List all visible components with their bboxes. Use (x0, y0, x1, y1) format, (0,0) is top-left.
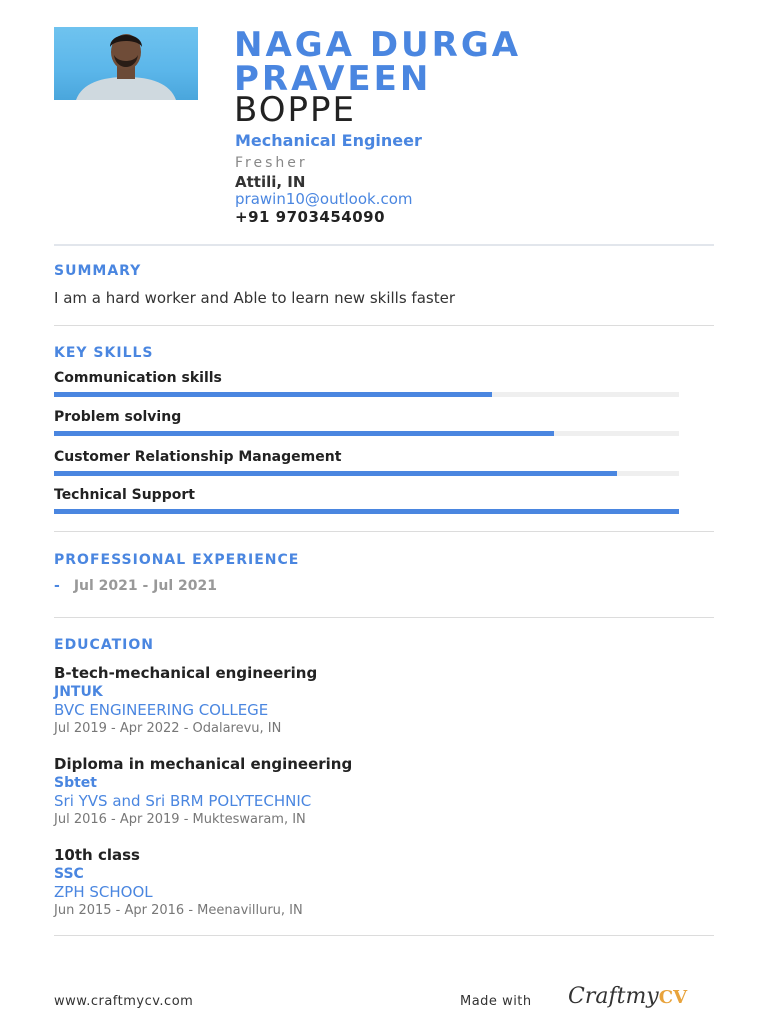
experience-title: PROFESSIONAL EXPERIENCE (54, 552, 300, 568)
skill-name: Technical Support (54, 487, 195, 503)
name-first: NAGA DURGA (234, 25, 522, 65)
location: Attili, IN (235, 173, 306, 191)
education-item (54, 755, 714, 830)
education-item (54, 846, 714, 921)
email-link[interactable]: prawin10@outlook.com (235, 190, 413, 208)
experience-dash: - (54, 578, 60, 594)
education-meta: Jul 2016 - Apr 2019 - Mukteswaram, IN (54, 812, 306, 827)
profile-photo (54, 27, 198, 100)
education-school: BVC ENGINEERING COLLEGE (54, 701, 269, 719)
experience-divider (54, 617, 714, 618)
skill-name: Problem solving (54, 409, 182, 425)
skill-bar-fill (54, 392, 492, 397)
education-degree: Diploma in mechanical engineering (54, 755, 353, 773)
skill-item (54, 449, 679, 465)
craftmycv-logo (568, 984, 687, 1009)
education-divider (54, 935, 714, 936)
skill-bar-track (54, 431, 679, 436)
summary-text: I am a hard worker and Able to learn new skills faster (54, 289, 455, 307)
phone-number: +91 9703454090 (235, 208, 386, 226)
experience-level: Fresher (235, 155, 308, 171)
skill-item (54, 370, 679, 386)
skill-item (54, 409, 679, 425)
education-item (54, 664, 714, 739)
experience-entry (54, 578, 217, 594)
skills-title: KEY SKILLS (54, 345, 154, 361)
skill-bar-fill (54, 471, 617, 476)
header-divider (54, 244, 714, 246)
skill-bar-track (54, 471, 679, 476)
education-board: Sbtet (54, 775, 97, 791)
job-title: Mechanical Engineer (235, 131, 422, 150)
skill-bar-fill (54, 431, 554, 436)
experience-dates: Jul 2021 - Jul 2021 (73, 578, 217, 594)
logo-cv: CV (658, 987, 688, 1008)
skill-bar-fill (54, 509, 679, 514)
education-board: JNTUK (54, 684, 103, 700)
skills-divider (54, 531, 714, 532)
education-school: Sri YVS and Sri BRM POLYTECHNIC (54, 792, 312, 810)
education-degree: 10th class (54, 846, 140, 864)
education-board: SSC (54, 866, 84, 882)
skill-bar-track (54, 392, 679, 397)
summary-title: SUMMARY (54, 263, 142, 279)
logo-text: Craftmy (568, 984, 659, 1009)
summary-divider (54, 325, 714, 326)
name-middle: PRAVEEN (234, 59, 432, 99)
education-meta: Jul 2019 - Apr 2022 - Odalarevu, IN (54, 721, 282, 736)
education-title: EDUCATION (54, 637, 154, 653)
skill-name: Communication skills (54, 370, 222, 386)
footer-website-link[interactable]: www.craftmycv.com (54, 994, 194, 1009)
education-meta: Jun 2015 - Apr 2016 - Meenavilluru, IN (54, 903, 303, 918)
skill-item (54, 487, 679, 503)
education-school: ZPH SCHOOL (54, 883, 153, 901)
name-last: BOPPE (234, 90, 356, 130)
footer-made-with: Made with (460, 994, 532, 1009)
education-degree: B-tech-mechanical engineering (54, 664, 318, 682)
skill-bar-track (54, 509, 679, 514)
skill-name: Customer Relationship Management (54, 449, 342, 465)
